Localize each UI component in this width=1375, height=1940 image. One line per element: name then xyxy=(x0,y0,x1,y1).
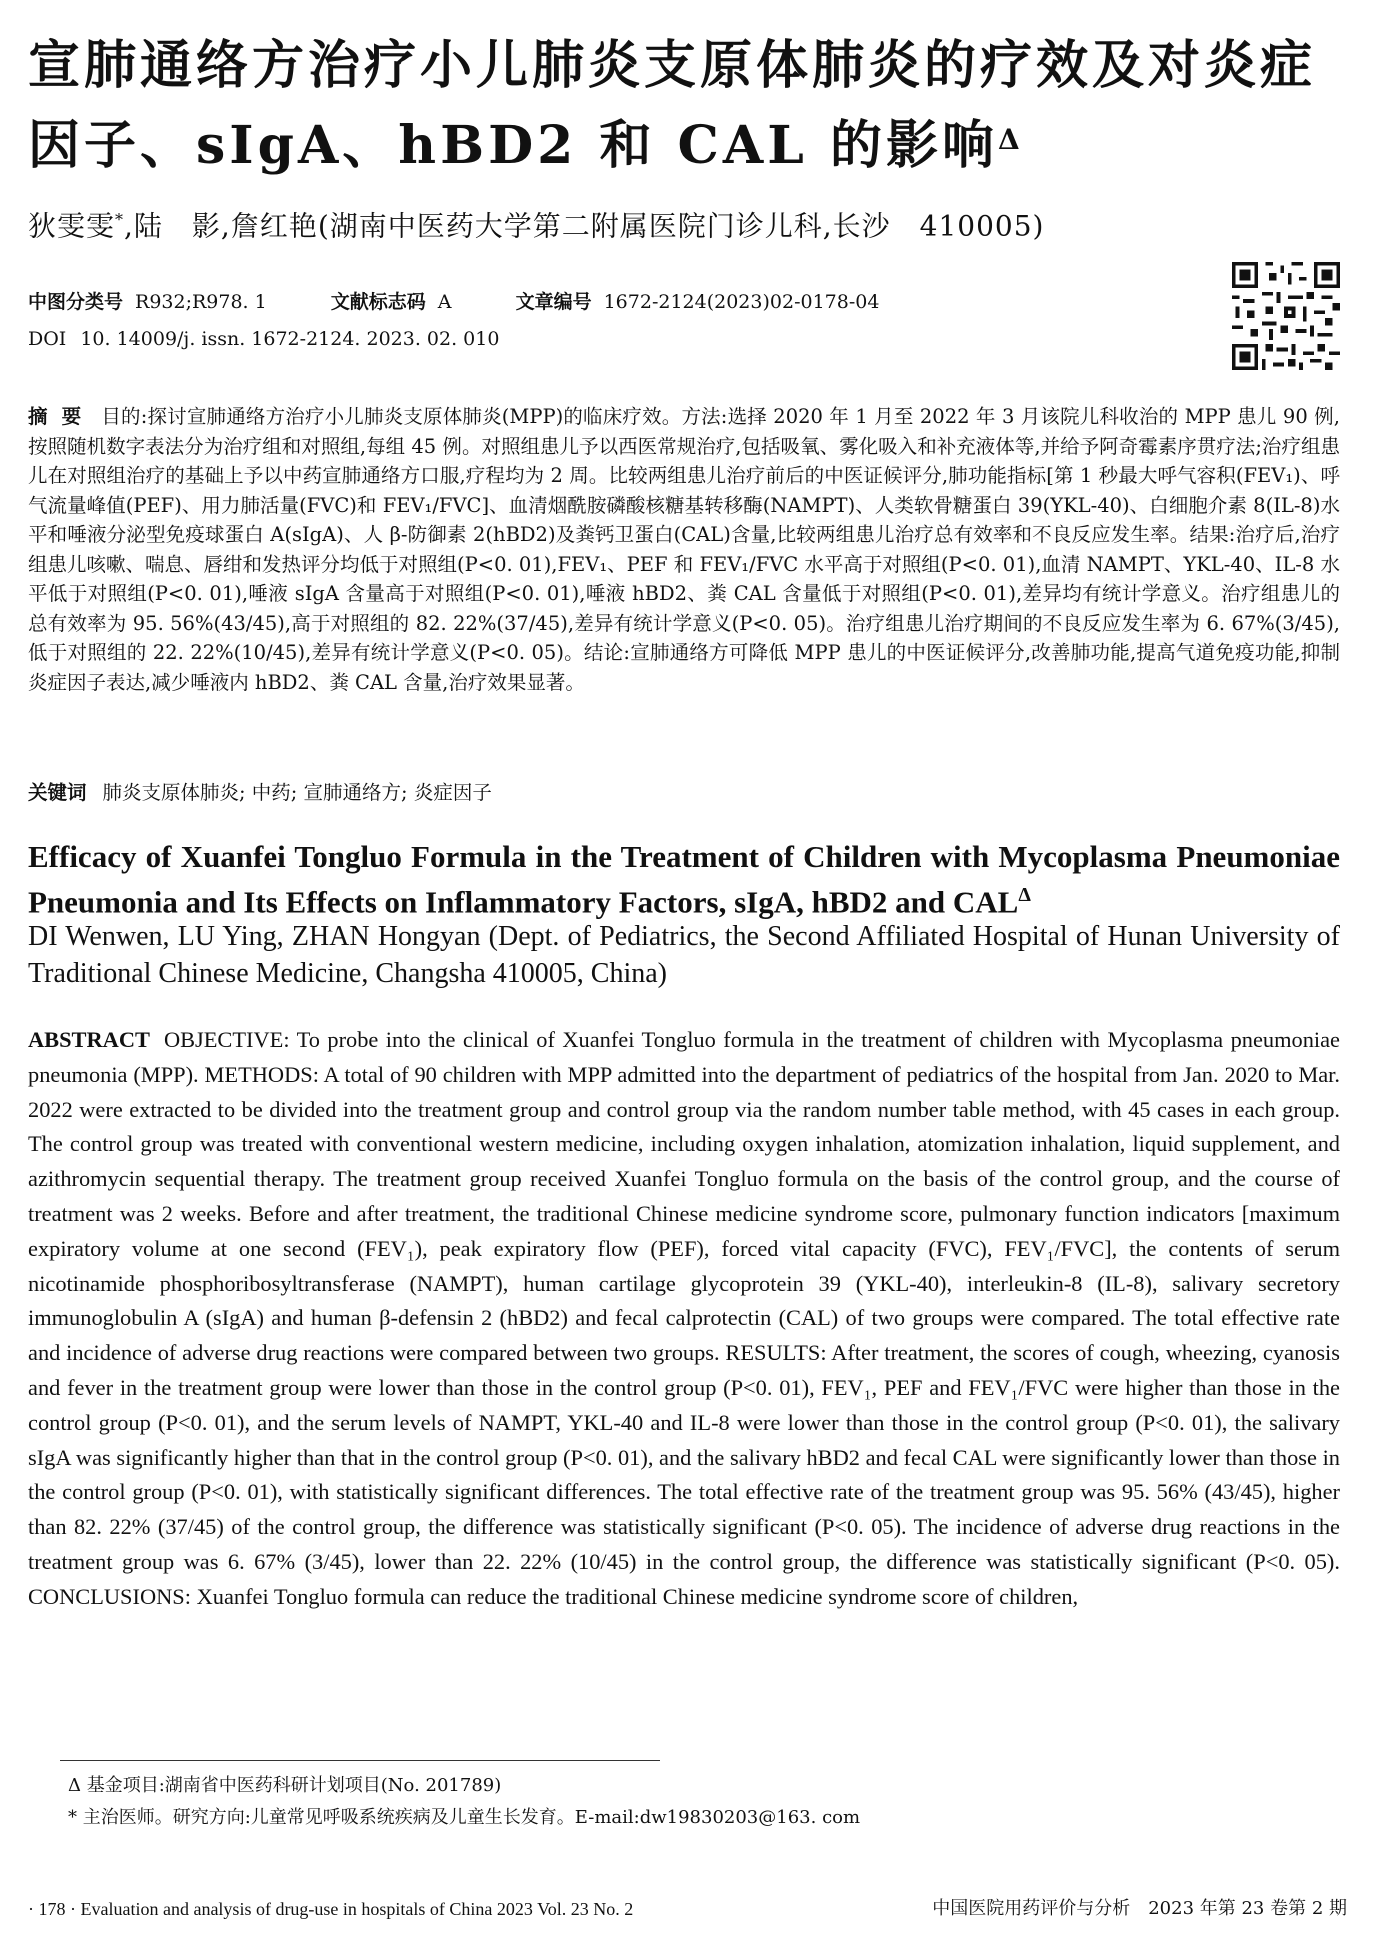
english-abstract-text: OBJECTIVE: To probe into the clinical of Xuanfei Tongluo formula in the treatment of children with Mycoplasma pneumoniae pneumonia (MPP). METHODS: A total of 90 children with MPP admitted into the department of pediatrics of the hospital from Jan. 2020 to Mar. 2022 were extracted to be divided into the treatment group and control group via the random number table method, with 45 cases in each group. The control group was treated with conventional western medicine, including oxygen inhalation, atomization inhalation, liquid supplement, and azithromycin sequential therapy. The treatment group received Xuanfei Tongluo formula on the basis of the control group, and the course of treatment was 2 weeks. Before and after treatment, the traditional Chinese medicine syndrome score, pulmonary function indicators [maximum expiratory volume at one second (FEV₁), peak expiratory flow (PEF), forced vital capacity (FVC), FEV₁/FVC], the contents of serum nicotinamide phosphoribosyltransferase (NAMPT), human cartilage glycoprotein 39 (YKL-40), interleukin-8 (IL-8), salivary secretory immunoglobulin A (sIgA) and human β-defensin 2 (hBD2) and fecal calprotectin (CAL) of two groups were compared. The total effective rate and incidence of adverse drug reactions were compared between two groups. RESULTS: After treatment, the scores of cough, wheezing, cyanosis and fever in the treatment group were lower than those in the control group (P<0. 01), FEV₁, PEF and FEV₁/FVC were higher than those in the control group (P<0. 01), and the serum levels of NAMPT, YKL-40 and IL-8 were lower than those in the control group (P<0. 01), the salivary sIgA was significantly higher than that in the control group (P<0. 01), and the salivary hBD2 and fecal CAL were significantly lower than those in the control group (P<0. 01), with statistically significant differences. The total effective rate of the treatment group was 95. 56% (43/45), higher than 82. 22% (37/45) of the control group, the difference was statistically significant (P<0. 05). The incidence of adverse drug reactions in the treatment group was 6. 67% (3/45), lower than 22. 22% (10/45) in the control group, the difference was statistically significant (P<0. 05). CONCLUSIONS: Xuanfei Tongluo formula can reduce the traditional Chinese medicine syndrome score of children, xyxy=(28,1027,1340,1609)
footnote-divider xyxy=(60,1760,660,1761)
english-authors-affiliation: DI Wenwen, LU Ying, ZHAN Hongyan (Dept. of Pediatrics, the Second Affiliated Hospital of Hunan University of Traditional Chinese Medicine, Changsha 410005, China) xyxy=(28,921,1340,989)
english-title-fund-mark: Δ xyxy=(1018,884,1031,906)
doi-label: DOI xyxy=(28,328,67,350)
doi-value: 10. 14009/j. issn. 1672-2124. 2023. 02. 010 xyxy=(80,328,500,350)
chinese-title xyxy=(28,26,1348,186)
first-author: 狄雯雯 xyxy=(28,209,116,243)
doc-code-label: 文献标志码 xyxy=(330,291,426,313)
clc-label: 中图分类号 xyxy=(28,291,124,313)
footnote-fund: Δ 基金项目:湖南省中医药科研计划项目(No. 201789) xyxy=(68,1775,502,1796)
chinese-title-text: 宣肺通络方治疗小儿肺炎支原体肺炎的疗效及对炎症因子、sIgA、hBD2 和 CAL 的影响 xyxy=(28,35,1317,176)
chinese-keywords xyxy=(28,778,492,808)
english-abstract xyxy=(28,1023,1340,1615)
footnote-corresponding: * 主治医师。研究方向:儿童常见呼吸系统疾病及儿童生长发育。E-mail:dw19830203@163. com xyxy=(68,1807,861,1828)
english-title-text: Efficacy of Xuanfei Tongluo Formula in the Treatment of Children with Mycoplasma Pneumoniae Pneumonia and Its Effects on Inflammatory Factors, sIgA, hBD2 and CAL xyxy=(28,839,1340,920)
footer-journal-chinese: 中国医院用药评价与分析 2023 年第 23 卷第 2 期 xyxy=(932,1898,1347,1919)
chinese-abstract xyxy=(28,402,1340,697)
title-fund-mark: Δ xyxy=(997,123,1024,156)
keywords-text: 肺炎支原体肺炎; 中药; 宣肺通络方; 炎症因子 xyxy=(102,781,492,804)
english-abstract-label: ABSTRACT xyxy=(28,1027,150,1052)
article-number-value: 1672-2124(2023)02-0178-04 xyxy=(603,291,880,313)
chinese-authors xyxy=(28,200,1044,246)
abstract-label: 摘要 xyxy=(28,405,96,428)
chinese-abstract-text: 目的:探讨宣肺通络方治疗小儿肺炎支原体肺炎(MPP)的临床疗效。方法:选择 2020 年 1 月至 2022 年 3 月该院儿科收治的 MPP 患儿 90 例,按照随机数字表法分为治疗组和对照组,每组 45 例。对照组患儿予以西医常规治疗,包括吸氧、雾化吸入和补充液体等,并给予阿奇霉素序贯疗法;治疗组患儿在对照组治疗的基础上予以中药宣肺通络方口服,疗程均为 2 周。比较两组患儿治疗前后的中医证候评分,肺功能指标[第 1 秒最大呼气容积(FEV₁)、呼气流量峰值(PEF)、用力肺活量(FVC)和 FEV₁/FVC]、血清烟酰胺磷酸核糖基转移酶(NAMPT)、人类软骨糖蛋白 39(YKL-40)、白细胞介素 8(IL-8)水平和唾液分泌型免疫球蛋白 A(sIgA)、人 β-防御素 2(hBD2)及粪钙卫蛋白(CAL)含量,比较两组患儿治疗总有效率和不良反应发生率。结果:治疗后,治疗组患儿咳嗽、喘息、唇绀和发热评分均低于对照组(P<0. 01),FEV₁、PEF 和 FEV₁/FVC 水平高于对照组(P<0. 01),血清 NAMPT、YKL-40、IL-8 水平低于对照组(P<0. 01),唾液 sIgA 含量高于对照组(P<0. 01),唾液 hBD2、粪 CAL 含量低于对照组(P<0. 01),差异均有统计学意义。治疗组患儿的总有效率为 95. 56%(43/45),高于对照组的 82. 22%(37/45),差异有统计学意义(P<0. 05)。治疗组患儿治疗期间的不良反应发生率为 6. 67%(3/45),低于对照组的 22. 22%(10/45),差异有统计学意义(P<0. 05)。结论:宣肺通络方可降低 MPP 患儿的中医证候评分,改善肺功能,提高气道免疫功能,抑制炎症因子表达,减少唾液内 hBD2、粪 CAL 含量,治疗效果显著。 xyxy=(28,405,1340,694)
article-meta-line xyxy=(28,287,937,317)
corresponding-author-mark: * xyxy=(115,210,125,229)
article-number-label: 文章编号 xyxy=(515,291,592,313)
clc-value: R932;R978. 1 xyxy=(135,291,267,313)
doi-line xyxy=(28,324,499,354)
english-title xyxy=(28,838,1340,921)
doc-code-value: A xyxy=(437,291,452,313)
other-authors-affiliation: ,陆 影,詹红艳(湖南中医药大学第二附属医院门诊儿科,长沙 410005) xyxy=(124,209,1045,243)
footer-journal-english: · 178 · Evaluation and analysis of drug-use in hospitals of China 2023 Vol. 23 No. 2 xyxy=(28,1899,634,1919)
keywords-label: 关键词 xyxy=(28,781,87,804)
qr-code-icon xyxy=(1232,262,1340,370)
